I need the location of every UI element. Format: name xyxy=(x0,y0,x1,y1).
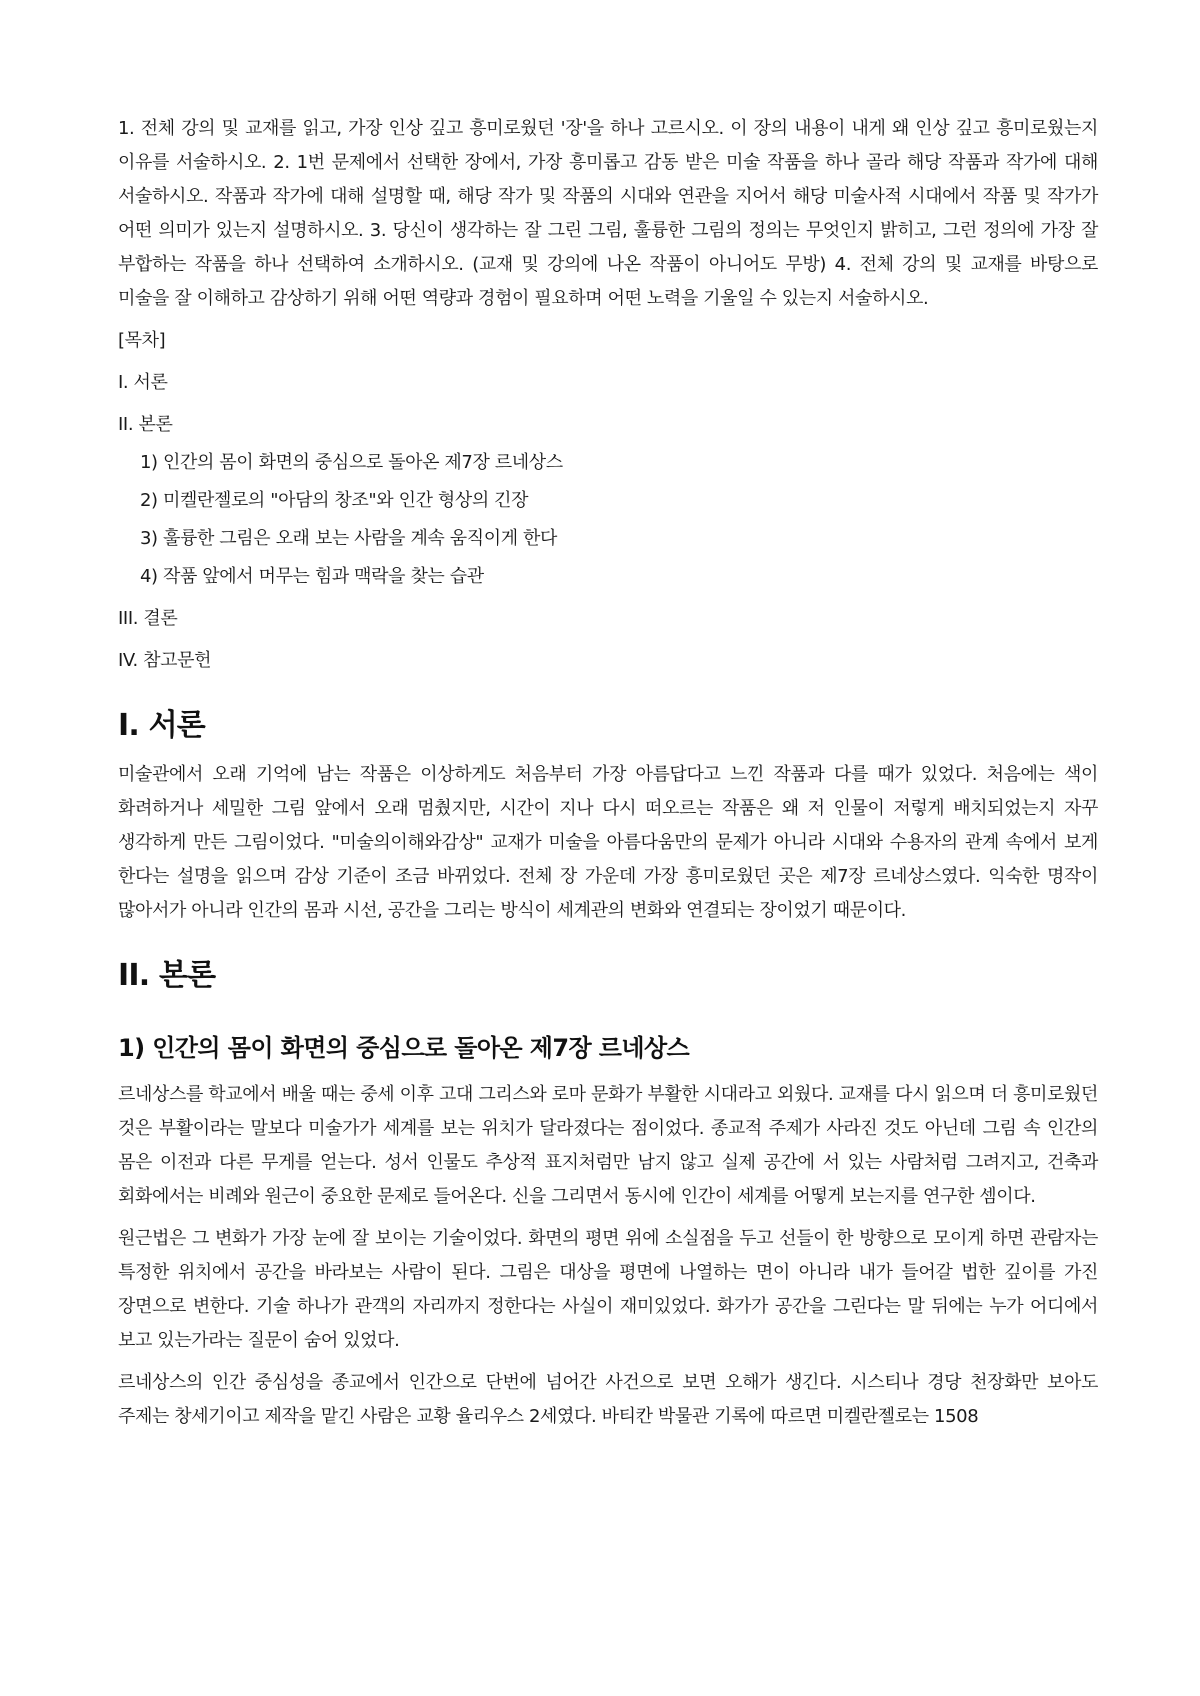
toc-item-references: IV. 참고문헌 xyxy=(118,650,212,671)
toc-item-main-body: II. 본론 xyxy=(118,414,173,435)
body-paragraph: 르네상스의 인간 중심성을 종교에서 인간으로 단번에 넘어간 사건으로 보면 오해가 생긴다. 시스티나 경당 천장화만 보아도 주제는 창세기이고 제작을 맡긴 사람은 교황 율리우스 2세였다. 바티칸 박물관 기록에 따르면 미켈란젤로는 1508 xyxy=(118,1372,1098,1427)
subsection-heading-renaissance: 1) 인간의 몸이 화면의 중심으로 돌아온 제7장 르네상스 xyxy=(118,1034,690,1062)
body-paragraph: 르네상스를 학교에서 배울 때는 중세 이후 고대 그리스와 로마 문화가 부활한 시대라고 외웠다. 교재를 다시 읽으며 더 흥미로웠던 것은 부활이라는 말보다 미술가가 세계를 보는 위치가 달라졌다는 점이었다. 종교적 주제가 사라진 것도 아닌데 그림 속 인간의 몸은 이전과 다른 무게를 얻는다. 성서 인물도 추상적 표지처럼만 남지 않고 실제 공간에 서 있는 사람처럼 그려지고, 건축과 회화에서는 비례와 원근이 중요한 문제로 들어온다. 신을 그리면서 동시에 인간이 세계를 어떻게 보는지를 연구한 셈이다. xyxy=(118,1084,1098,1207)
toc-subitem-habit: 4) 작품 앞에서 머무는 힘과 맥락을 찾는 습관 xyxy=(140,566,484,587)
assignment-prompt: 1. 전체 강의 및 교재를 읽고, 가장 인상 깊고 흥미로웠던 '장'을 하나 고르시오. 이 장의 내용이 내게 왜 인상 깊고 흥미로웠는지 이유를 서술하시오. 2. 1번 문제에서 선택한 장에서, 가장 흥미롭고 감동 받은 미술 작품을 하나 골라 해당 작품과 작가에 대해 서술하시오. 작품과 작가에 대해 설명할 때, 해당 작가 및 작품의 시대와 연관을 지어서 해당 미술사적 시대에서 작품 및 작가가 어떤 의미가 있는지 설명하시오. 3. 당신이 생각하는 잘 그린 그림, 훌륭한 그림의 정의는 무엇인지 밝히고, 그런 정의에 가장 잘 부합하는 작품을 하나 선택하여 소개하시오. (교재 및 강의에 나온 작품이 아니어도 무방) 4. 전체 강의 및 교재를 바탕으로 미술을 잘 이해하고 감상하기 위해 어떤 역량과 경험이 필요하며 어떤 노력을 기울일 수 있는지 서술하시오. xyxy=(118,118,1098,309)
introduction-paragraph: 미술관에서 오래 기억에 남는 작품은 이상하게도 처음부터 가장 아름답다고 느낀 작품과 다를 때가 있었다. 처음에는 색이 화려하거나 세밀한 그림 앞에서 오래 멈췄지만, 시간이 지나 다시 떠오르는 작품은 왜 저 인물이 저렇게 배치되었는지 자꾸 생각하게 만든 그림이었다. "미술의이해와감상" 교재가 미술을 아름다움만의 문제가 아니라 시대와 수용자의 관계 속에서 보게 한다는 설명을 읽으며 감상 기준이 조금 바뀌었다. 전체 장 가운데 가장 흥미로웠던 곳은 제7장 르네상스였다. 익숙한 명작이 많아서가 아니라 인간의 몸과 시선, 공간을 그리는 방식이 세계관의 변화와 연결되는 장이었기 때문이다. xyxy=(118,764,1098,921)
toc-heading: [목차] xyxy=(118,330,166,351)
table-of-contents xyxy=(118,324,1098,678)
toc-subitem-michelangelo: 2) 미켈란젤로의 "아담의 창조"와 인간 형상의 긴장 xyxy=(140,490,529,511)
toc-subitem-great-painting: 3) 훌륭한 그림은 오래 보는 사람을 계속 움직이게 한다 xyxy=(140,528,557,549)
toc-item-conclusion: III. 결론 xyxy=(118,608,178,629)
section-heading-main-body: II. 본론 xyxy=(118,958,216,993)
toc-item-introduction: I. 서론 xyxy=(118,372,168,393)
document-page xyxy=(118,112,1098,1442)
section-heading-introduction: I. 서론 xyxy=(118,708,205,743)
toc-subitem-renaissance: 1) 인간의 몸이 화면의 중심으로 돌아온 제7장 르네상스 xyxy=(140,452,563,473)
body-paragraph: 원근법은 그 변화가 가장 눈에 잘 보이는 기술이었다. 화면의 평면 위에 소실점을 두고 선들이 한 방향으로 모이게 하면 관람자는 특정한 위치에서 공간을 바라보는 사람이 된다. 그림은 대상을 평면에 나열하는 면이 아니라 내가 들어갈 법한 깊이를 가진 장면으로 변한다. 기술 하나가 관객의 자리까지 정한다는 사실이 재미있었다. 화가가 공간을 그린다는 말 뒤에는 누가 어디에서 보고 있는가라는 질문이 숨어 있었다. xyxy=(118,1228,1098,1351)
